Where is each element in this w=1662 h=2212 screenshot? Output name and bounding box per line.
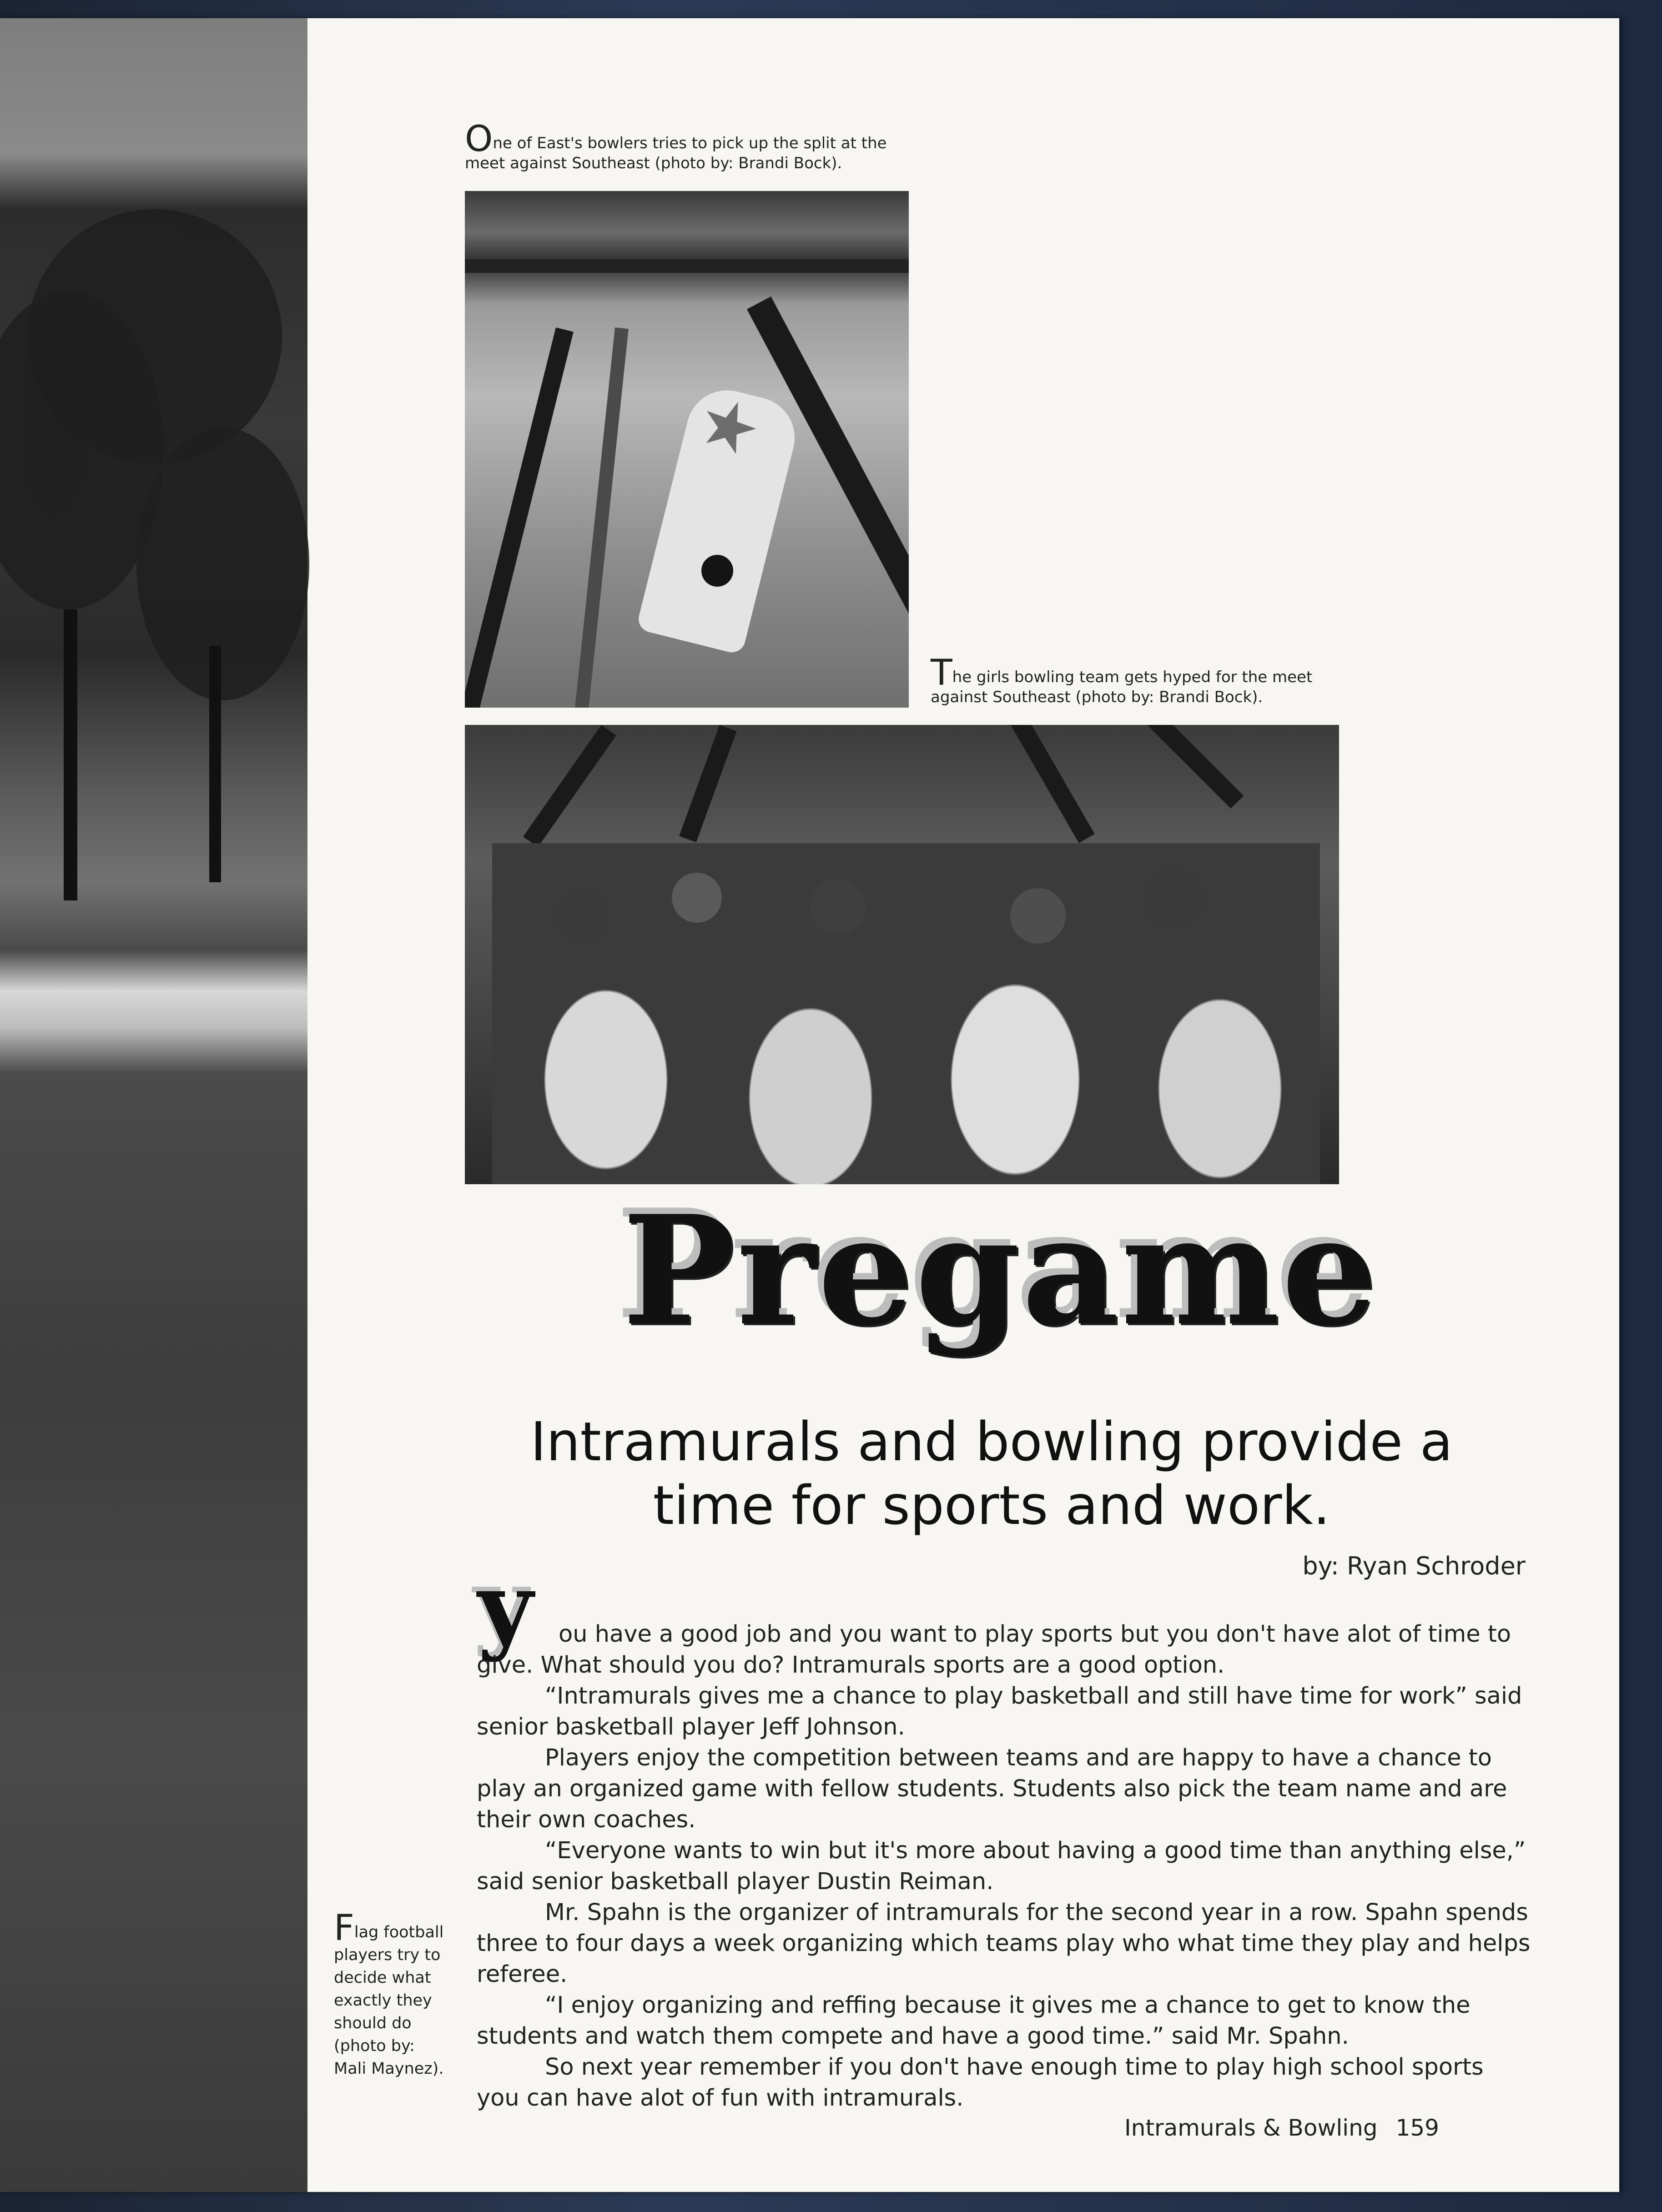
article-paragraph: “Intramurals gives me a chance to play basketball and still have time for work” said senior basketball player Jeff Johnson. (477, 1683, 1522, 1740)
page-number: 159 (1395, 2115, 1439, 2141)
page-footer (1124, 2115, 1439, 2141)
park-photo-flag-football (0, 18, 307, 2192)
caption-team (931, 653, 1340, 707)
headline-title: Pregame (622, 1182, 1379, 1359)
article-paragraph: ou have a good job and you want to play sports but you don't have alot of time to give. What should you do? Intramurals sports are a good option. (477, 1621, 1511, 1679)
footer-section: Intramurals & Bowling (1124, 2115, 1378, 2141)
caption-team-text: he girls bowling team gets hyped for the meet against Southeast (photo by: Brandi Bock). (931, 668, 1313, 706)
byline: by: Ryan Schroder (1302, 1552, 1526, 1580)
caption-bowler-text: ne of East's bowlers tries to pick up the split at the meet against Southeast (photo by: Brandi Bock). (465, 134, 887, 172)
article-paragraph: “Everyone wants to win but it's more about having a good time than anything else,” said senior basketball player Dustin Reiman. (477, 1837, 1526, 1895)
caption-bowler (465, 119, 892, 173)
caption-team-dropcap: T (931, 653, 952, 694)
caption-flag-dropcap: F (334, 1908, 354, 1949)
bowler-photo (465, 191, 909, 708)
bowling-team-photo (465, 725, 1339, 1184)
article-paragraph: “I enjoy organizing and reffing because it gives me a chance to get to know the students and watch them compete and have a good time.” said Mr. Spahn. (477, 1992, 1471, 2050)
headline-subtitle: Intramurals and bowling provide a time for sports and work. (530, 1410, 1453, 1537)
article-paragraph: So next year remember if you don't have enough time to play high school sports you can have alot of fun with intramurals. (477, 2054, 1484, 2111)
caption-flag-text: lag football players try to decide what exactly they should do (photo by: Mali Maynez). (334, 1923, 444, 2078)
article-body (477, 1619, 1532, 2114)
article-paragraph: Players enjoy the competition between teams and are happy to have a chance to play an organized game with fellow students. Students also pick the team name and are their own coaches. (477, 1744, 1507, 1833)
article-dropcap: y (478, 1551, 534, 1664)
caption-flag-football (334, 1908, 448, 2080)
article-paragraph: Mr. Spahn is the organizer of intramurals for the second year in a row. Spahn spends three to four days a week organizing which teams play who what time they play and helps referee. (477, 1899, 1531, 1988)
caption-bowler-dropcap: O (465, 119, 493, 160)
